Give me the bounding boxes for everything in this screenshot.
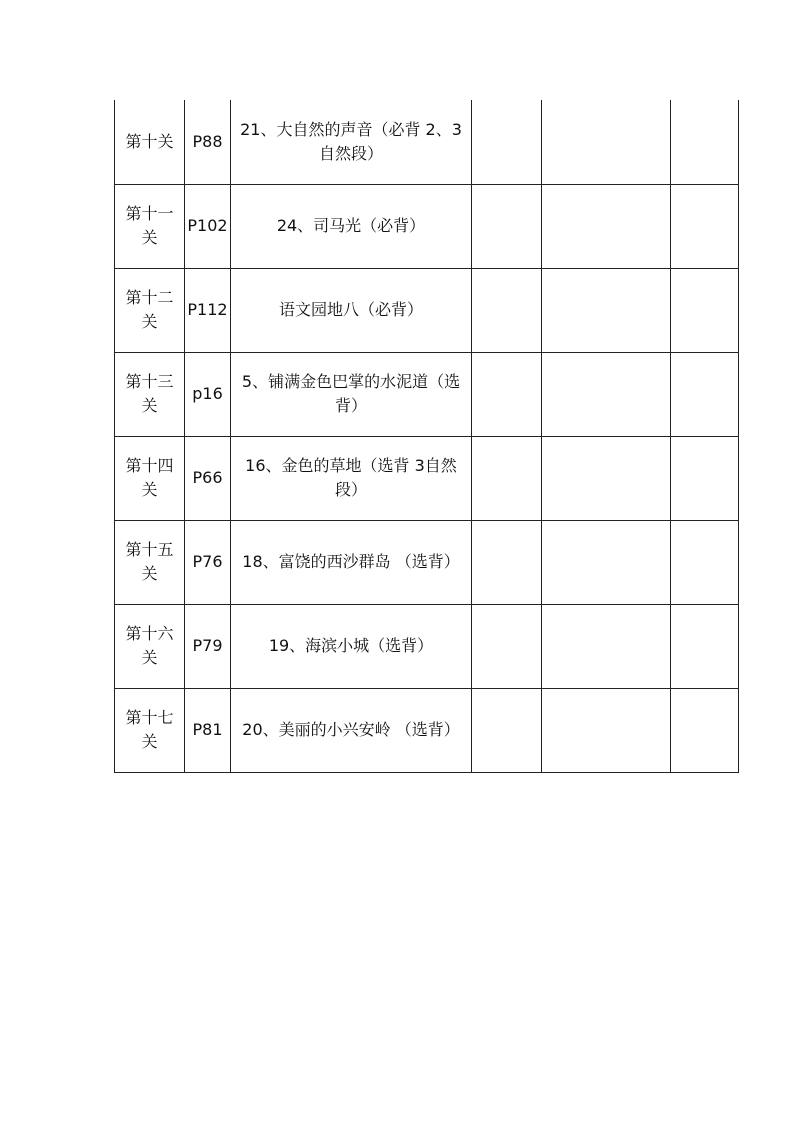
table-row: [115, 352, 739, 436]
empty-cell: [671, 436, 739, 520]
empty-cell: [542, 436, 671, 520]
empty-cell: [542, 352, 671, 436]
empty-cell: [472, 520, 542, 604]
table-row: [115, 604, 739, 688]
recitation-table: [114, 100, 739, 773]
level-cell: 第十五关: [115, 520, 185, 604]
page-cell: P102: [185, 184, 231, 268]
empty-cell: [671, 604, 739, 688]
lesson-cell: 语文园地八（必背）: [231, 268, 472, 352]
page-cell: P112: [185, 268, 231, 352]
empty-cell: [472, 268, 542, 352]
lesson-cell: 16、金色的草地（选背 3自然段）: [231, 436, 472, 520]
page-cell: P88: [185, 100, 231, 184]
table-row: [115, 184, 739, 268]
empty-cell: [472, 100, 542, 184]
level-cell: 第十二关: [115, 268, 185, 352]
level-cell: 第十四关: [115, 436, 185, 520]
level-cell: 第十三关: [115, 352, 185, 436]
empty-cell: [671, 352, 739, 436]
table-row: [115, 688, 739, 772]
empty-cell: [472, 688, 542, 772]
empty-cell: [542, 268, 671, 352]
empty-cell: [472, 436, 542, 520]
page-cell: P66: [185, 436, 231, 520]
table-row: [115, 268, 739, 352]
empty-cell: [671, 268, 739, 352]
table-row: [115, 100, 739, 184]
empty-cell: [671, 688, 739, 772]
empty-cell: [671, 520, 739, 604]
table-row: [115, 436, 739, 520]
level-cell: 第十关: [115, 100, 185, 184]
empty-cell: [542, 184, 671, 268]
empty-cell: [542, 688, 671, 772]
lesson-cell: 18、富饶的西沙群岛 （选背）: [231, 520, 472, 604]
empty-cell: [542, 520, 671, 604]
empty-cell: [542, 100, 671, 184]
level-cell: 第十七关: [115, 688, 185, 772]
page-cell: P81: [185, 688, 231, 772]
level-cell: 第十一关: [115, 184, 185, 268]
empty-cell: [542, 604, 671, 688]
empty-cell: [472, 604, 542, 688]
lesson-cell: 20、美丽的小兴安岭 （选背）: [231, 688, 472, 772]
page-cell: P76: [185, 520, 231, 604]
empty-cell: [472, 352, 542, 436]
lesson-cell: 5、铺满金色巴掌的水泥道（选背）: [231, 352, 472, 436]
table-row: [115, 520, 739, 604]
empty-cell: [472, 184, 542, 268]
empty-cell: [671, 100, 739, 184]
level-cell: 第十六关: [115, 604, 185, 688]
lesson-cell: 19、海滨小城（选背）: [231, 604, 472, 688]
page-cell: P79: [185, 604, 231, 688]
lesson-cell: 21、大自然的声音（必背 2、3自然段）: [231, 100, 472, 184]
page-cell: p16: [185, 352, 231, 436]
lesson-cell: 24、司马光（必背）: [231, 184, 472, 268]
empty-cell: [671, 184, 739, 268]
